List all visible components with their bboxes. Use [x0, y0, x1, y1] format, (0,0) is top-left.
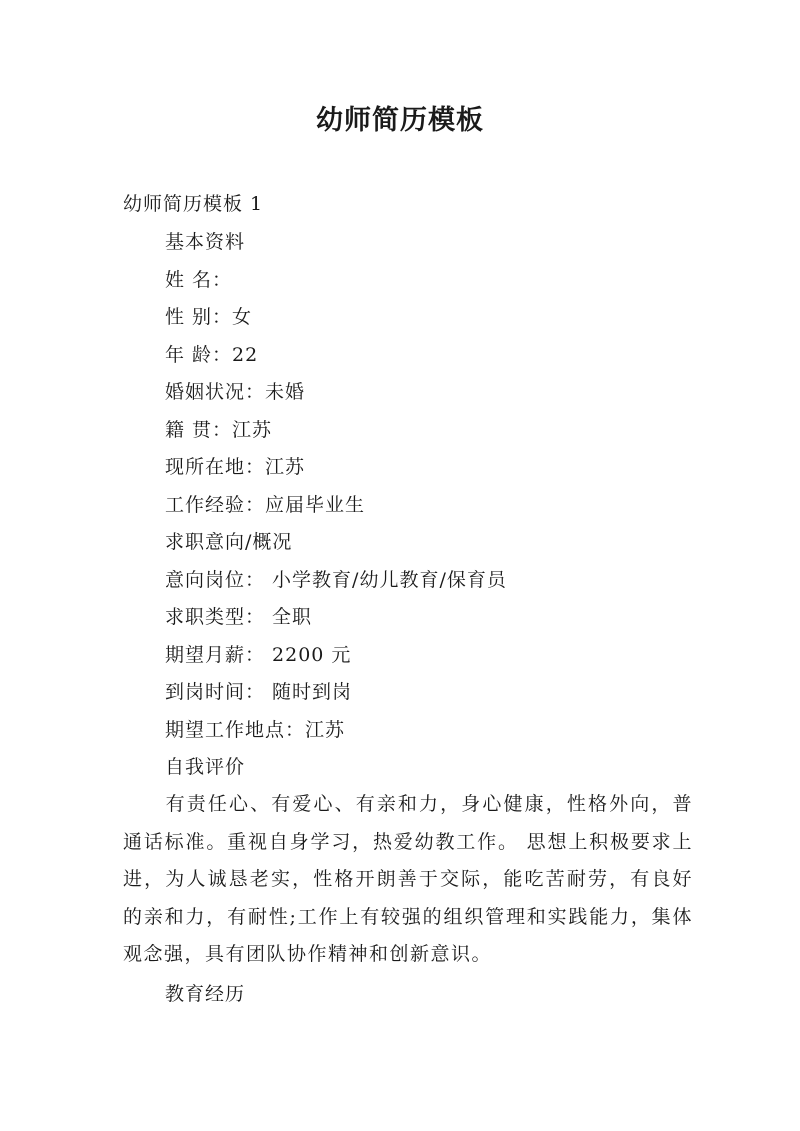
- document-title: 幼师简历模板: [316, 105, 484, 136]
- field-native-place: 籍 贯：江苏: [165, 419, 273, 441]
- field-desired-position: 意向岗位： 小学教育/幼儿教育/保育员: [165, 569, 507, 591]
- self-evaluation-paragraph: [123, 786, 693, 974]
- field-desired-location: 期望工作地点：江苏: [165, 719, 346, 741]
- field-current-location: 现所在地：江苏: [165, 456, 306, 478]
- education-heading: 教育经历: [165, 983, 246, 1005]
- field-expected-salary: 期望月薪： 2200 元: [165, 644, 352, 666]
- job-intent-heading: 求职意向/概况: [165, 531, 293, 553]
- field-age: 年 龄：22: [165, 344, 259, 366]
- field-job-type: 求职类型： 全职: [165, 606, 313, 628]
- self-evaluation-text: 有责任心、有爱心、有亲和力，身心健康，性格外向，普通话标准。重视自身学习，热爱幼教工作。 思想上积极要求上进，为人诚恳老实，性格开朗善于交际，能吃苦耐劳，有良好的亲和力，有耐性;工作上有较强的组织管理和实践能力，集体观念强，具有团队协作精神和创新意识。: [123, 793, 693, 966]
- basic-info-heading: 基本资料: [165, 231, 246, 253]
- field-start-time: 到岗时间： 随时到岗: [165, 681, 353, 703]
- resume-subtitle: 幼师简历模板 1: [123, 193, 264, 215]
- field-gender: 性 别：女: [165, 306, 253, 328]
- field-marital-status: 婚姻状况：未婚: [165, 381, 306, 403]
- field-work-experience: 工作经验：应届毕业生: [165, 494, 366, 516]
- self-evaluation-heading: 自我评价: [165, 756, 246, 778]
- field-name: 姓 名：: [165, 269, 233, 291]
